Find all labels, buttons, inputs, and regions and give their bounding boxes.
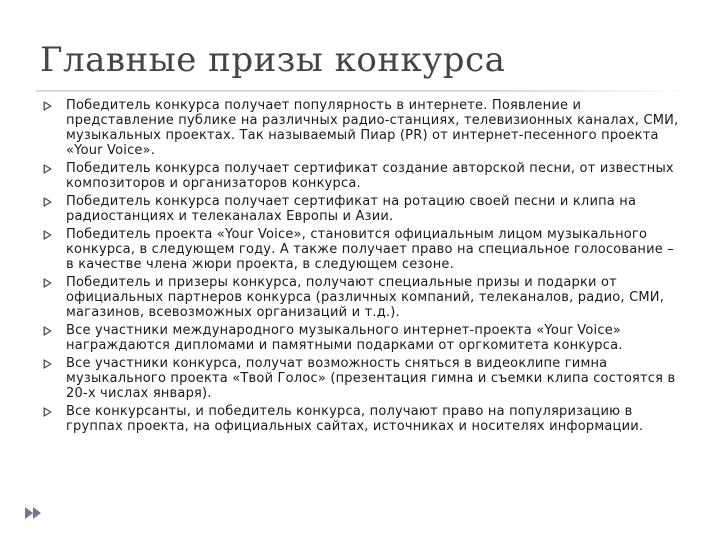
- bullet-item: [43, 275, 683, 320]
- triangle-right-icon: [43, 323, 66, 336]
- slide-nav-arrow-icon[interactable]: [24, 505, 42, 524]
- triangle-right-icon: [43, 161, 66, 174]
- bullet-item: [43, 194, 683, 224]
- bullet-text: Победитель конкурса получает сертификат на ротацию своей песни и клипа на радиостанциях и телеканалах Европы и Азии.: [66, 194, 637, 224]
- bullet-text: Победитель конкурса получает популярность в интернете. Появление и представление публике на различных радио-станциях, телевизионных каналах, СМИ, музыкальных проектах. Так называемый Пиар (PR) от интернет-песенного проекта «Your Voice».: [66, 98, 679, 158]
- bullet-text: Победитель проекта «Your Voice», становится официальным лицом музыкального конкурса, в следующем году. А также получает право на специальное голосование – в качестве члена жюри проекта, в следующем сезоне.: [66, 227, 675, 272]
- triangle-right-icon: [43, 356, 66, 369]
- bullet-text: Все конкурсанты, и победитель конкурса, получают право на популяризацию в группах проекта, на официальных сайтах, источниках и носителях информации.: [66, 404, 644, 434]
- bullet-list: [43, 98, 683, 437]
- bullet-text: Победитель и призеры конкурса, получают специальные призы и подарки от официальных партнеров конкурса (различных компаний, телеканалов, радио, СМИ, магазинов, всевозможных организаций и т.д.).: [66, 275, 665, 320]
- title-divider: [36, 90, 688, 92]
- bullet-item: [43, 161, 683, 191]
- triangle-right-icon: [43, 98, 66, 111]
- bullet-item: [43, 356, 683, 401]
- bullet-item: [43, 227, 683, 272]
- bullet-text: Все участники международного музыкального интернет-проекта «Your Voice» награждаются дипломами и памятными подарками от оргкомитета конкурса.: [66, 323, 623, 353]
- triangle-right-icon: [43, 275, 66, 288]
- bullet-text: Все участники конкурса, получат возможность сняться в видеоклипе гимна музыкального проекта «Твой Голос» (презентация гимна и съемки клипа состоятся в 20-х числах января).: [66, 356, 676, 401]
- bullet-item: [43, 404, 683, 434]
- triangle-right-icon: [43, 227, 66, 240]
- bullet-item: [43, 98, 683, 158]
- bullet-text: Победитель конкурса получает сертификат создание авторской песни, от известных композиторов и организаторов конкурса.: [66, 161, 674, 191]
- triangle-right-icon: [43, 194, 66, 207]
- bullet-item: [43, 323, 683, 353]
- slide-title: Главные призы конкурса: [40, 40, 506, 80]
- triangle-right-icon: [43, 404, 66, 417]
